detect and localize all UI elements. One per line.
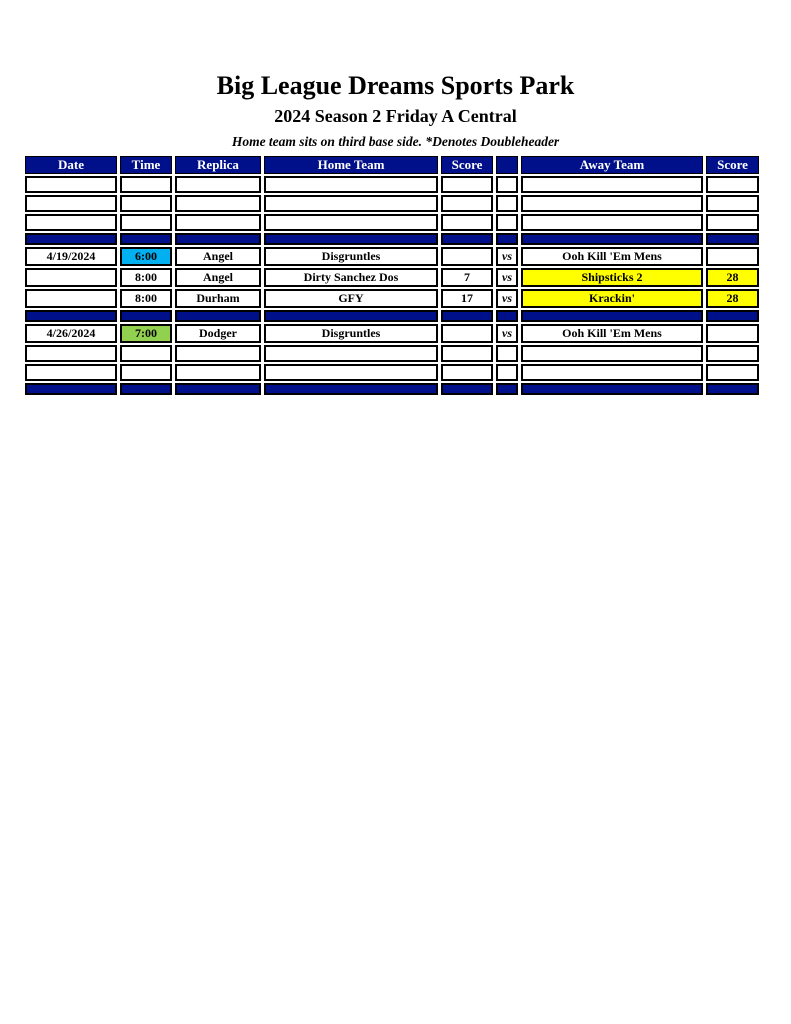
cell-away-team: Ooh Kill 'Em Mens (521, 324, 703, 343)
cell-home-score (441, 247, 493, 266)
cell-home-team: GFY (264, 289, 438, 308)
empty-row (25, 345, 759, 362)
cell-vs (496, 176, 518, 193)
cell-date (25, 310, 117, 322)
schedule-table-head (25, 156, 759, 174)
header-replica: Replica (175, 156, 261, 174)
cell-time (120, 310, 172, 322)
header-away-team: Away Team (521, 156, 703, 174)
cell-home-score (441, 176, 493, 193)
page-subtitle: 2024 Season 2 Friday A Central (274, 105, 517, 126)
cell-home-team (264, 310, 438, 322)
game-row (25, 289, 759, 308)
cell-away-score (706, 214, 759, 231)
cell-vs (496, 195, 518, 212)
cell-date (25, 364, 117, 381)
cell-date (25, 176, 117, 193)
cell-home-score: 7 (441, 268, 493, 287)
page-note: Home team sits on third base side. *Denotes Doubleheader (231, 134, 560, 150)
cell-replica (175, 345, 261, 362)
cell-away-score (706, 345, 759, 362)
cell-vs (496, 233, 518, 245)
header-home-score: Score (441, 156, 493, 174)
schedule-table-body (25, 176, 759, 395)
cell-home-score (441, 364, 493, 381)
header-date: Date (25, 156, 117, 174)
cell-date (25, 289, 117, 308)
cell-replica (175, 364, 261, 381)
cell-away-score: 28 (706, 268, 759, 287)
cell-replica (175, 195, 261, 212)
game-row (25, 268, 759, 287)
cell-away-team (521, 310, 703, 322)
cell-away-score (706, 247, 759, 266)
cell-home-score (441, 233, 493, 245)
header-time: Time (120, 156, 172, 174)
empty-row (25, 364, 759, 381)
cell-time: 7:00 (120, 324, 172, 343)
cell-home-score (441, 214, 493, 231)
cell-home-score (441, 383, 493, 395)
cell-replica (175, 214, 261, 231)
cell-vs: vs (496, 247, 518, 266)
separator-row (25, 383, 759, 395)
cell-time (120, 233, 172, 245)
cell-replica (175, 176, 261, 193)
cell-time (120, 364, 172, 381)
cell-away-score: 28 (706, 289, 759, 308)
cell-home-team (264, 176, 438, 193)
cell-date (25, 195, 117, 212)
cell-replica (175, 233, 261, 245)
cell-vs (496, 345, 518, 362)
cell-time (120, 383, 172, 395)
cell-home-team (264, 364, 438, 381)
cell-away-team: Ooh Kill 'Em Mens (521, 247, 703, 266)
cell-time (120, 195, 172, 212)
cell-date: 4/26/2024 (25, 324, 117, 343)
game-row (25, 247, 759, 266)
cell-time (120, 176, 172, 193)
cell-home-score (441, 195, 493, 212)
cell-vs (496, 310, 518, 322)
title-block (0, 0, 791, 150)
cell-away-score (706, 233, 759, 245)
cell-date: 4/19/2024 (25, 247, 117, 266)
cell-date (25, 214, 117, 231)
cell-away-team: Krackin' (521, 289, 703, 308)
cell-home-score (441, 324, 493, 343)
header-row (25, 156, 759, 174)
cell-home-score: 17 (441, 289, 493, 308)
cell-replica: Angel (175, 268, 261, 287)
cell-home-team (264, 195, 438, 212)
cell-away-team (521, 214, 703, 231)
cell-away-score (706, 364, 759, 381)
cell-vs (496, 383, 518, 395)
cell-replica: Durham (175, 289, 261, 308)
cell-away-team: Shipsticks 2 (521, 268, 703, 287)
cell-home-team (264, 383, 438, 395)
separator-row (25, 310, 759, 322)
empty-row (25, 195, 759, 212)
schedule-table (22, 154, 762, 397)
cell-away-score (706, 324, 759, 343)
cell-time: 6:00 (120, 247, 172, 266)
header-away-score: Score (706, 156, 759, 174)
cell-away-score (706, 195, 759, 212)
header-home-team: Home Team (264, 156, 438, 174)
cell-replica: Angel (175, 247, 261, 266)
cell-home-team (264, 233, 438, 245)
cell-replica (175, 383, 261, 395)
cell-date (25, 383, 117, 395)
cell-vs: vs (496, 289, 518, 308)
cell-time: 8:00 (120, 289, 172, 308)
cell-home-team: Disgruntles (264, 324, 438, 343)
cell-away-score (706, 310, 759, 322)
cell-replica: Dodger (175, 324, 261, 343)
cell-time (120, 345, 172, 362)
cell-home-team (264, 214, 438, 231)
cell-date (25, 233, 117, 245)
cell-home-team: Disgruntles (264, 247, 438, 266)
cell-time (120, 214, 172, 231)
cell-replica (175, 310, 261, 322)
game-row (25, 324, 759, 343)
cell-home-team (264, 345, 438, 362)
cell-home-score (441, 310, 493, 322)
empty-row (25, 176, 759, 193)
cell-date (25, 345, 117, 362)
cell-away-score (706, 383, 759, 395)
cell-away-team (521, 364, 703, 381)
page-title: Big League Dreams Sports Park (216, 71, 575, 100)
separator-row (25, 233, 759, 245)
cell-vs (496, 364, 518, 381)
cell-home-score (441, 345, 493, 362)
cell-vs: vs (496, 324, 518, 343)
cell-vs (496, 214, 518, 231)
cell-away-team (521, 195, 703, 212)
cell-away-team (521, 383, 703, 395)
cell-away-team (521, 233, 703, 245)
cell-date (25, 268, 117, 287)
header-vs (496, 156, 518, 174)
cell-home-team: Dirty Sanchez Dos (264, 268, 438, 287)
cell-vs: vs (496, 268, 518, 287)
empty-row (25, 214, 759, 231)
cell-away-team (521, 345, 703, 362)
cell-away-team (521, 176, 703, 193)
cell-time: 8:00 (120, 268, 172, 287)
cell-away-score (706, 176, 759, 193)
